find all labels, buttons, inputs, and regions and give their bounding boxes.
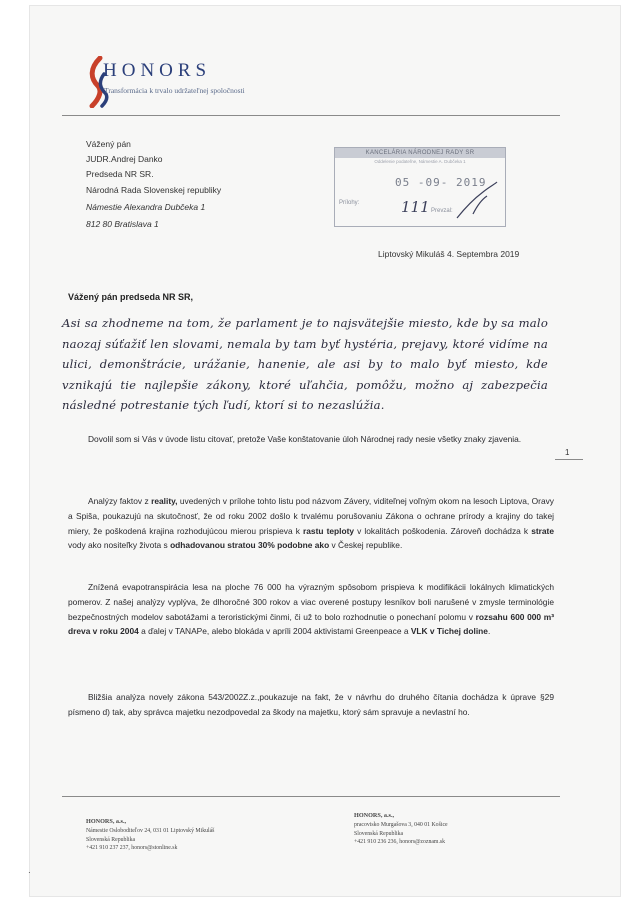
stamp-header: KANCELÁRIA NÁRODNEJ RADY SR: [335, 148, 505, 158]
stamp-handwritten-number: 111: [401, 198, 430, 216]
brand-name: HONORS: [103, 60, 212, 81]
footer-divider: [62, 796, 560, 797]
paragraph-2: Analýzy faktov z reality, uvedených v prílohe tohto listu pod názvom Závery, viditeľnej voľným okom na lesoch Liptova, Oravy a Spiša, poukazujú na skutočnosť, že od roku 2002 došlo k trvalému porušovaniu Zákona o ochrane prírody a krajiny do takej miery, že poškodená krajina rozhodujúcou mierou prispieva k rastu teploty v lokalitách poškodenia. Zároveň dochádza k strate vody ako nositeľky života s odhadovanou stratou 30% podobne ako v Českej republike.: [68, 496, 554, 551]
salutation: Vážený pán predseda NR SR,: [68, 292, 194, 302]
opening-quote: Asi sa zhodneme na tom, že parlament je to najsvätejšie miesto, kde by sa malo naozaj súťažiť len slovami, nemala by tam byť hystéria, prejavy, ktoré vidíme na ulici, demonštrácie, urážanie, hanenie, ale asi by to malo byť miesto, kde vznikajú tie najlepšie zákony, ktoré uľahčia, pomôžu, možno aj zabezpečia následné potrestanie tých ľudí, ktorí si to nezaslúžia.: [62, 316, 548, 413]
footer-left: [86, 818, 306, 853]
margin-note: 1: [565, 448, 570, 457]
recipient-line-3: Predseda NR SR.: [86, 169, 154, 179]
brand-tagline: Transformácia k trvalo udržateľnej spoločnosti: [104, 86, 245, 95]
footer-left-line-3: +421 910 237 237, honors@stonline.sk: [86, 845, 178, 852]
paragraph-1: Dovolil som si Vás v úvode listu citovať, pretože Vaše konštatovanie úloh Národnej rady nesie všetky znaky zjavenia.: [88, 434, 522, 444]
recipient-line-1: Vážený pán: [86, 139, 131, 149]
recipient-line-6: 812 80 Bratislava 1: [86, 219, 159, 229]
corner-mark: ·: [28, 868, 31, 877]
registry-stamp: [334, 147, 506, 227]
footer-right: [354, 812, 554, 847]
footer-right-line-3: +421 910 236 236, honors@zoznam.sk: [354, 839, 446, 846]
place-and-date: Liptovský Mikuláš 4. Septembra 2019: [378, 249, 520, 259]
paragraph-3: Znížená evapotranspirácia lesa na ploche 76 000 ha výrazným spôsobom prispieva k modifikácii lokálnych klimatických pomerov. Z našej analýzy vyplýva, že dlhoročné 300 rokov a viac overené postupy lesníkov boli narušené v zmysle terminológie bezpečnostných modelov sabotážami a teroristickými činmi, či už to bolo rozhodnutie o ponechaní polomu v rozsahu 600 000 m³ dreva v roku 2004 a ďalej v TANAPe, alebo blokáda v apríli 2004 aktivistami Greenpeace a VLK v Tichej doline.: [68, 582, 554, 637]
footer-right-line-2: Slovenská Republika: [354, 830, 404, 837]
footer-left-line-1: Námestie Osloboditeľov 24, 031 01 Liptovský Mikuláš: [86, 827, 215, 834]
footer-right-name: HONORS, a.s.,: [354, 812, 395, 819]
stamp-subheader: Oddelenie podateľne, Námestie A. Dubčeka 1: [374, 159, 466, 164]
margin-line: [555, 459, 583, 460]
recipient-line-4: Národná Rada Slovenskej republiky: [86, 185, 222, 195]
paragraph-4: Bližšia analýza novely zákona 543/2002Z.z.,poukazuje na fakt, že v návrhu do druhého čítania dochádza k úprave §29 písmeno d) tak, aby správca majetku nezodpovedal za škody na majetku, ktorý sám spravuje a nevlastní ho.: [68, 692, 554, 717]
signature-icon: [453, 178, 499, 222]
stamp-received-label: Prílohy:: [339, 200, 360, 206]
recipient-line-2: JUDR.Andrej Danko: [86, 154, 163, 164]
recipient-line-5: Námestie Alexandra Dubčeka 1: [86, 202, 206, 212]
stamp-date: 05 -09- 2019: [395, 176, 487, 189]
footer-right-line-1: pracovisko Murgašova 3, 040 01 Košice: [354, 821, 448, 828]
header-divider: [62, 115, 560, 116]
stamp-annex-label: Prevzal:: [431, 208, 453, 214]
footer-left-name: HONORS, a.s.,: [86, 818, 127, 825]
footer-left-line-2: Slovenská Republika: [86, 836, 136, 843]
